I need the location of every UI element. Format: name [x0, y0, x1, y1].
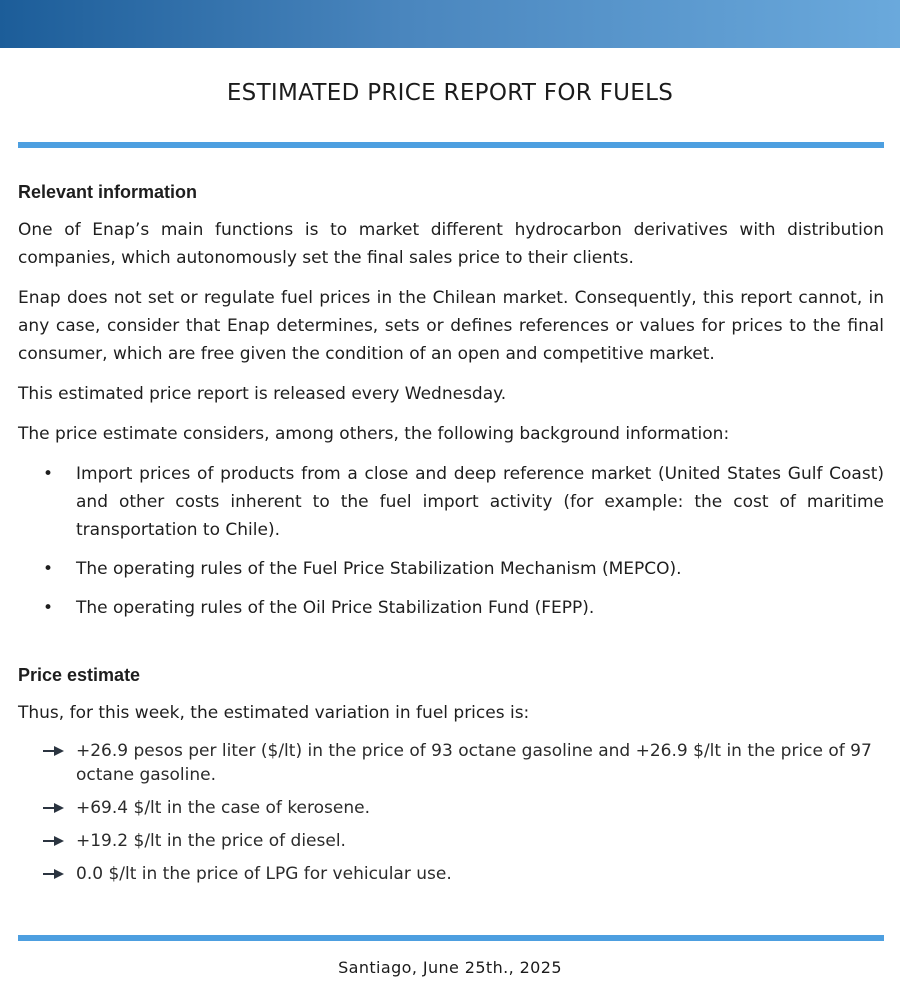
header-banner	[0, 0, 900, 48]
list-item	[18, 555, 884, 583]
arrow-right-icon	[42, 746, 64, 756]
bottom-divider	[18, 935, 884, 941]
bullet-icon: •	[43, 598, 54, 618]
price-estimate-intro: Thus, for this week, the estimated variation in fuel prices is:	[18, 703, 530, 723]
paragraph: Enap does not set or regulate fuel prices in the Chilean market. Consequently, this report cannot, in any case, consider that Enap determines, sets or defines references or values for prices to the final consumer, which are free given the condition of an open and competitive market.	[18, 288, 884, 364]
price-item-text: +19.2 $/lt in the price of diesel.	[76, 831, 346, 851]
price-item-text: +26.9 pesos per liter ($/lt) in the price of 93 octane gasoline and +26.9 $/lt in the price of 97 octane gasoline.	[76, 741, 872, 785]
list-item-text: The operating rules of the Fuel Price Stabilization Mechanism (MEPCO).	[76, 559, 682, 579]
price-item	[18, 796, 884, 820]
top-divider	[18, 142, 884, 148]
bullet-icon: •	[43, 559, 54, 579]
paragraph: The price estimate considers, among others, the following background information:	[18, 424, 730, 444]
list-item-text: The operating rules of the Oil Price Stabilization Fund (FEPP).	[76, 598, 595, 618]
price-variation-list	[18, 739, 884, 886]
price-item	[18, 739, 884, 787]
price-item	[18, 862, 884, 886]
arrow-right-icon	[42, 803, 64, 813]
arrow-right-icon	[42, 836, 64, 846]
bullet-icon: •	[43, 464, 54, 484]
price-item-text: 0.0 $/lt in the price of LPG for vehicular use.	[76, 864, 452, 884]
price-item-text: +69.4 $/lt in the case of kerosene.	[76, 798, 370, 818]
paragraph: One of Enap’s main functions is to market different hydrocarbon derivatives with distribution companies, which autonomously set the final sales price to their clients.	[18, 220, 884, 268]
list-item	[18, 460, 884, 544]
paragraph: This estimated price report is released every Wednesday.	[18, 384, 507, 404]
price-item	[18, 829, 884, 853]
arrow-right-icon	[42, 869, 64, 879]
list-item	[18, 594, 884, 622]
place-date: Santiago, June 25th., 2025	[338, 958, 562, 977]
list-item-text: Import prices of products from a close and deep reference market (United States Gulf Coast) and other costs inherent to the fuel import activity (for example: the cost of maritime transportation to Chile).	[76, 464, 884, 540]
report-body	[18, 178, 884, 895]
section-heading-price-estimate: Price estimate	[18, 665, 141, 685]
section-heading-relevant-information: Relevant information	[18, 182, 198, 202]
page-title: ESTIMATED PRICE REPORT FOR FUELS	[226, 80, 674, 106]
background-list	[18, 460, 884, 622]
